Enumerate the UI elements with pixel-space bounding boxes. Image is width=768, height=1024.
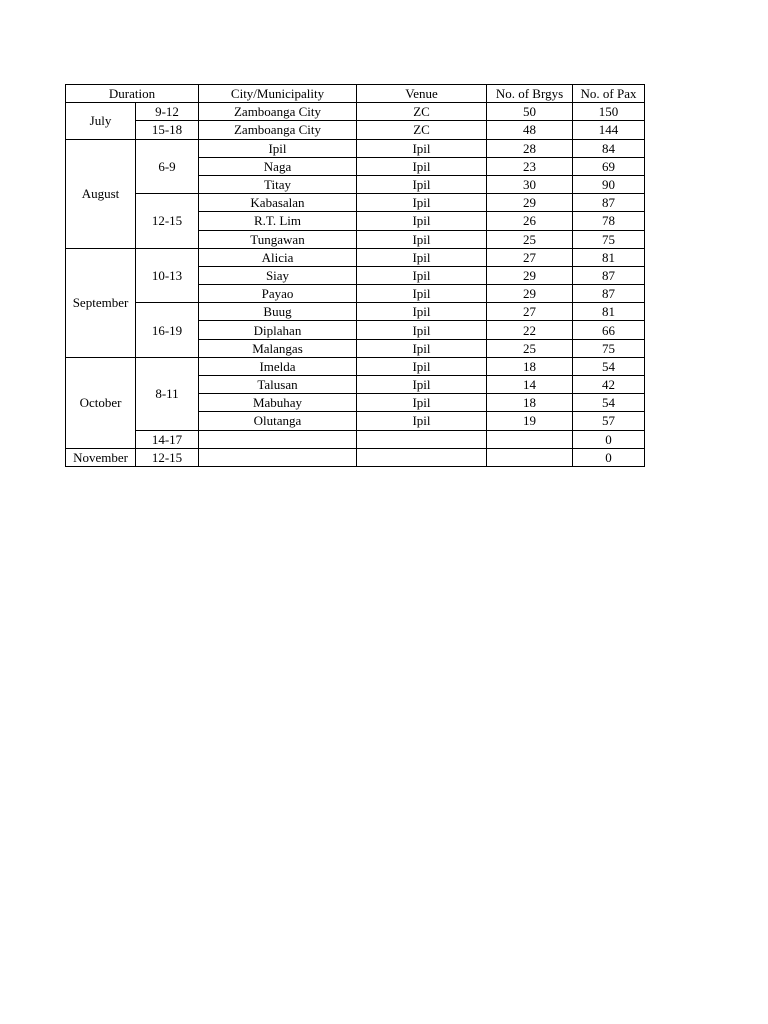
venue-cell: ZC — [357, 121, 487, 139]
city-cell: Olutanga — [199, 412, 357, 430]
venue-cell: Ipil — [357, 157, 487, 175]
city-cell: Talusan — [199, 376, 357, 394]
days-cell: 12-15 — [136, 448, 199, 466]
table-row — [66, 248, 645, 266]
pax-cell: 69 — [573, 157, 645, 175]
city-cell: Payao — [199, 285, 357, 303]
schedule-table — [65, 84, 645, 467]
pax-cell: 66 — [573, 321, 645, 339]
days-cell: 15-18 — [136, 121, 199, 139]
header-venue: Venue — [357, 85, 487, 103]
brgys-cell: 23 — [487, 157, 573, 175]
brgys-cell: 18 — [487, 394, 573, 412]
brgys-cell: 27 — [487, 303, 573, 321]
days-cell: 12-15 — [136, 194, 199, 249]
city-cell: Malangas — [199, 339, 357, 357]
table-row — [66, 194, 645, 212]
brgys-cell: 18 — [487, 357, 573, 375]
days-cell: 8-11 — [136, 357, 199, 430]
month-cell: September — [66, 248, 136, 357]
days-cell: 6-9 — [136, 139, 199, 194]
table-row — [66, 430, 645, 448]
header-pax: No. of Pax — [573, 85, 645, 103]
month-cell: August — [66, 139, 136, 248]
days-cell: 16-19 — [136, 303, 199, 358]
pax-cell: 144 — [573, 121, 645, 139]
city-cell: Zamboanga City — [199, 121, 357, 139]
brgys-cell: 19 — [487, 412, 573, 430]
table-row — [66, 121, 645, 139]
pax-cell: 87 — [573, 266, 645, 284]
header-row — [66, 85, 645, 103]
brgys-cell: 26 — [487, 212, 573, 230]
table-row — [66, 303, 645, 321]
city-cell: R.T. Lim — [199, 212, 357, 230]
venue-cell: Ipil — [357, 339, 487, 357]
brgys-cell: 25 — [487, 230, 573, 248]
month-cell: July — [66, 103, 136, 139]
venue-cell: Ipil — [357, 303, 487, 321]
table-row — [66, 448, 645, 466]
pax-cell: 87 — [573, 285, 645, 303]
city-cell: Imelda — [199, 357, 357, 375]
venue-cell: Ipil — [357, 248, 487, 266]
brgys-cell: 29 — [487, 194, 573, 212]
brgys-cell: 14 — [487, 376, 573, 394]
venue-cell: Ipil — [357, 321, 487, 339]
pax-cell: 150 — [573, 103, 645, 121]
city-cell: Alicia — [199, 248, 357, 266]
pax-cell: 81 — [573, 248, 645, 266]
city-cell: Diplahan — [199, 321, 357, 339]
city-cell: Tungawan — [199, 230, 357, 248]
venue-cell: Ipil — [357, 394, 487, 412]
days-cell: 14-17 — [136, 430, 199, 448]
pax-cell: 87 — [573, 194, 645, 212]
city-cell: Mabuhay — [199, 394, 357, 412]
venue-cell — [357, 430, 487, 448]
venue-cell: Ipil — [357, 376, 487, 394]
city-cell: Zamboanga City — [199, 103, 357, 121]
city-cell: Naga — [199, 157, 357, 175]
pax-cell: 75 — [573, 339, 645, 357]
brgys-cell: 27 — [487, 248, 573, 266]
header-city: City/Municipality — [199, 85, 357, 103]
days-cell: 10-13 — [136, 248, 199, 303]
pax-cell: 84 — [573, 139, 645, 157]
venue-cell: Ipil — [357, 230, 487, 248]
brgys-cell: 25 — [487, 339, 573, 357]
pax-cell: 0 — [573, 448, 645, 466]
city-cell: Titay — [199, 175, 357, 193]
city-cell: Siay — [199, 266, 357, 284]
venue-cell: Ipil — [357, 212, 487, 230]
venue-cell: Ipil — [357, 357, 487, 375]
venue-cell: Ipil — [357, 266, 487, 284]
pax-cell: 90 — [573, 175, 645, 193]
venue-cell: Ipil — [357, 139, 487, 157]
venue-cell: Ipil — [357, 285, 487, 303]
pax-cell: 42 — [573, 376, 645, 394]
pax-cell: 81 — [573, 303, 645, 321]
venue-cell — [357, 448, 487, 466]
days-cell: 9-12 — [136, 103, 199, 121]
table-row — [66, 139, 645, 157]
pax-cell: 54 — [573, 357, 645, 375]
header-brgys: No. of Brgys — [487, 85, 573, 103]
brgys-cell — [487, 430, 573, 448]
brgys-cell — [487, 448, 573, 466]
brgys-cell: 22 — [487, 321, 573, 339]
brgys-cell: 28 — [487, 139, 573, 157]
month-cell: November — [66, 448, 136, 466]
table-row — [66, 103, 645, 121]
city-cell — [199, 448, 357, 466]
table-row — [66, 357, 645, 375]
city-cell: Ipil — [199, 139, 357, 157]
city-cell: Buug — [199, 303, 357, 321]
pax-cell: 75 — [573, 230, 645, 248]
header-duration: Duration — [66, 85, 199, 103]
brgys-cell: 48 — [487, 121, 573, 139]
pax-cell: 57 — [573, 412, 645, 430]
city-cell: Kabasalan — [199, 194, 357, 212]
brgys-cell: 29 — [487, 285, 573, 303]
brgys-cell: 29 — [487, 266, 573, 284]
venue-cell: Ipil — [357, 412, 487, 430]
venue-cell: Ipil — [357, 194, 487, 212]
venue-cell: Ipil — [357, 175, 487, 193]
pax-cell: 78 — [573, 212, 645, 230]
brgys-cell: 50 — [487, 103, 573, 121]
venue-cell: ZC — [357, 103, 487, 121]
pax-cell: 0 — [573, 430, 645, 448]
brgys-cell: 30 — [487, 175, 573, 193]
city-cell — [199, 430, 357, 448]
pax-cell: 54 — [573, 394, 645, 412]
month-cell: October — [66, 357, 136, 448]
